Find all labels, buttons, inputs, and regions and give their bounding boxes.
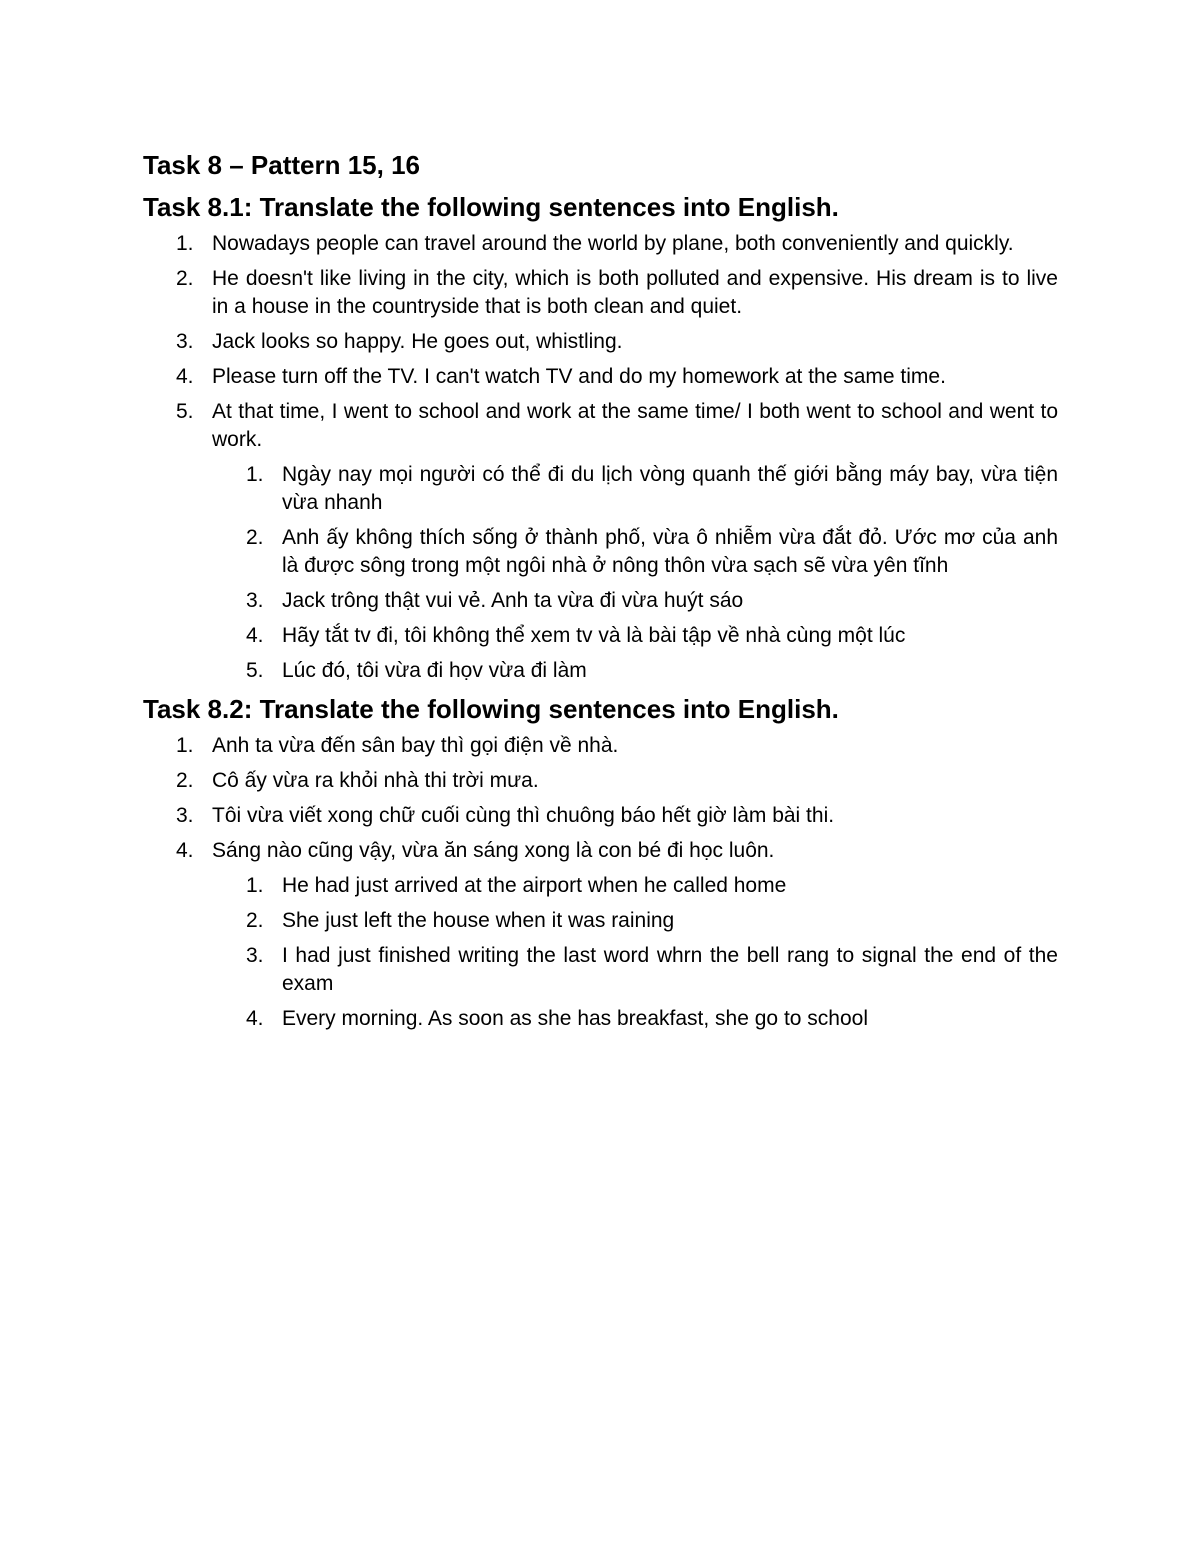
task-8-1-translation-list <box>143 461 1058 685</box>
list-number: 5. <box>176 400 194 423</box>
task-8-1-heading: Task 8.1: Translate the following sentences into English. <box>143 192 839 222</box>
list-item-text: Nowadays people can travel around the world by plane, both conveniently and quickly. <box>212 232 1014 255</box>
list-item <box>143 363 1058 391</box>
list-number: 2. <box>176 769 194 792</box>
list-item <box>143 524 1058 580</box>
list-item <box>143 328 1058 356</box>
list-item <box>143 587 1058 615</box>
list-item-text: Sáng nào cũng vậy, vừa ăn sáng xong là con bé đi học luôn. <box>212 839 775 862</box>
list-item <box>143 1005 1058 1033</box>
list-item-text: Lúc đó, tôi vừa đi họv vừa đi làm <box>282 659 587 682</box>
list-number: 4. <box>246 1007 264 1030</box>
task-8-2-list <box>143 732 1058 865</box>
task-8-2-section <box>143 692 1058 1033</box>
list-item <box>143 265 1058 321</box>
list-number: 2. <box>176 267 194 290</box>
list-item-text: At that time, I went to school and work at the same time/ I both went to school and went to work. <box>212 400 1058 451</box>
list-number: 2. <box>246 526 264 549</box>
list-item-text: I had just finished writing the last word whrn the bell rang to signal the end of the exam <box>282 944 1058 995</box>
list-item <box>143 907 1058 935</box>
list-item <box>143 622 1058 650</box>
list-item-text: Hãy tắt tv đi, tôi không thể xem tv và là bài tập về nhà cùng một lúc <box>282 624 906 647</box>
list-item-text: Every morning. As soon as she has breakfast, she go to school <box>282 1007 868 1030</box>
list-number: 4. <box>176 365 194 388</box>
list-item <box>143 398 1058 454</box>
list-number: 1. <box>176 734 194 757</box>
list-number: 2. <box>246 909 264 932</box>
list-item <box>143 802 1058 830</box>
list-item-text: Jack trông thật vui vẻ. Anh ta vừa đi vừa huýt sáo <box>282 589 744 612</box>
list-number: 1. <box>246 463 264 486</box>
document-title: Task 8 – Pattern 15, 16 <box>143 150 421 180</box>
list-item <box>143 767 1058 795</box>
list-item <box>143 732 1058 760</box>
list-item <box>143 837 1058 865</box>
list-item-text: Jack looks so happy. He goes out, whistling. <box>212 330 623 353</box>
list-item-text: He had just arrived at the airport when he called home <box>282 874 787 897</box>
list-item <box>143 657 1058 685</box>
list-item-text: Anh ta vừa đến sân bay thì gọi điện về nhà. <box>212 734 619 757</box>
task-8-1-section <box>143 190 1058 685</box>
list-number: 3. <box>246 589 264 612</box>
list-item <box>143 230 1058 258</box>
list-number: 4. <box>176 839 194 862</box>
task-8-2-heading: Task 8.2: Translate the following sentences into English. <box>143 694 839 724</box>
list-item <box>143 872 1058 900</box>
list-item-text: Tôi vừa viết xong chữ cuối cùng thì chuông báo hết giờ làm bài thi. <box>212 804 835 827</box>
list-item-text: She just left the house when it was raining <box>282 909 675 932</box>
list-number: 3. <box>176 330 194 353</box>
list-item-text: Cô ấy vừa ra khỏi nhà thi trời mưa. <box>212 769 539 792</box>
list-item <box>143 942 1058 998</box>
document-page <box>143 148 1058 1040</box>
list-item-text: Please turn off the TV. I can't watch TV and do my homework at the same time. <box>212 365 946 388</box>
task-8-1-list <box>143 230 1058 454</box>
list-item-text: Ngày nay mọi người có thể đi du lịch vòng quanh thế giới bằng máy bay, vừa tiện vừa nhanh <box>282 463 1058 514</box>
list-item <box>143 461 1058 517</box>
list-number: 3. <box>176 804 194 827</box>
list-item-text: He doesn't like living in the city, which is both polluted and expensive. His dream is to live in a house in the countryside that is both clean and quiet. <box>212 267 1058 318</box>
list-number: 1. <box>246 874 264 897</box>
task-8-2-translation-list <box>143 872 1058 1033</box>
list-number: 5. <box>246 659 264 682</box>
list-item-text: Anh ấy không thích sống ở thành phố, vừa ô nhiễm vừa đắt đỏ. Ước mơ của anh là được sông trong một ngôi nhà ở nông thôn vừa sạch sẽ vừa yên tĩnh <box>282 526 1058 577</box>
list-number: 1. <box>176 232 194 255</box>
list-number: 4. <box>246 624 264 647</box>
list-number: 3. <box>246 944 264 967</box>
